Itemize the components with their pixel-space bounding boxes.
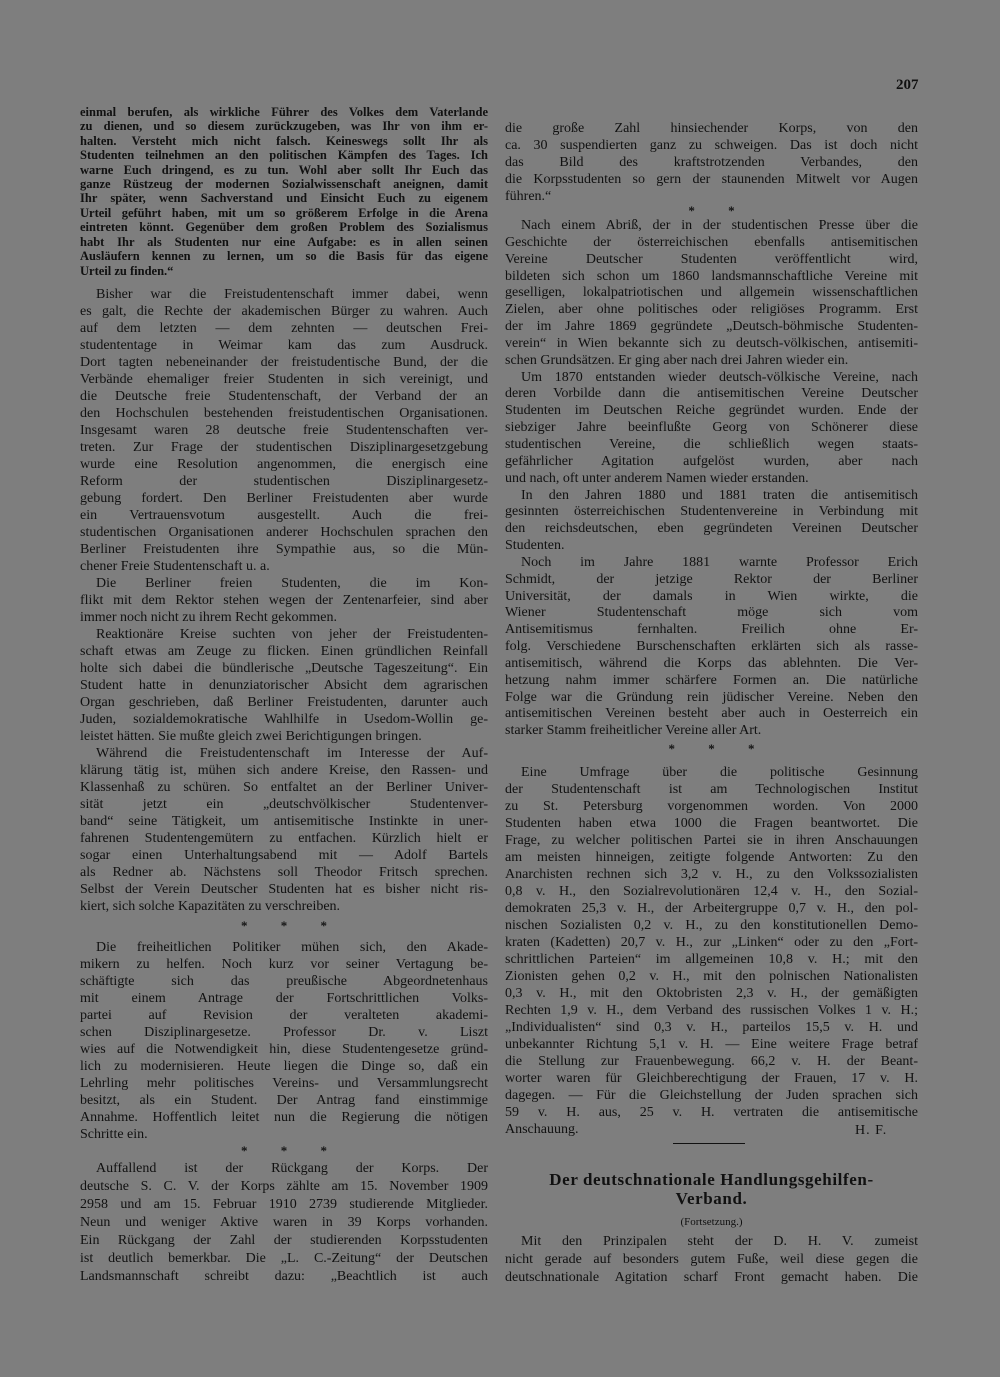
text-line: hetzung nahm immer schärfere Formen an. Die natürliche	[505, 672, 918, 688]
text-line: Reform der studentischen Disziplinargesetz-	[80, 473, 488, 489]
text-line: der Studentenschaft ist am Technologischen Institut	[505, 781, 918, 797]
text-line: am meisten hinneigen, zeitigte folgende Antworten: Zu den	[505, 849, 918, 865]
text-line: Noch im Jahre 1881 warnte Professor Erich	[521, 554, 918, 570]
text-line: studentischen Vereine, die schließlich wegen staats-	[505, 436, 918, 452]
text-line: dagegen. — Für die Gleichstellung der Juden sprachen sich	[505, 1088, 918, 1104]
text-line: Berliner Freistudenten ihre Sympathie aus, so die Mün-	[80, 541, 488, 557]
text-line: die Deutsche freie Studentenschaft, der Verband der an	[80, 388, 488, 404]
text-line: ein Vertrauensvotum ausgestellt. Auch die frei-	[80, 507, 488, 523]
text-line: Organ geschrieben, daß Berliner Freistudenten, darunter auch	[80, 694, 488, 710]
text-line: der im Jahre 1869 gegründete „Deutsch-böhmische Studenten-	[505, 319, 918, 335]
text-line: wies auf die Notwendigkeit hin, diese Studentengesetze gründ-	[80, 1041, 488, 1057]
text-line: flikt mit dem Rektor stehen wegen der Zentenarfeier, sind aber	[80, 592, 488, 608]
umfrage-section	[505, 764, 918, 1139]
text-line: gebung fordert. Den Berliner Freistudenten aber wurde	[80, 490, 488, 506]
text-line: gesinnten österreichischen Studentenvereine in Verbindung mit	[505, 504, 918, 520]
section-separator: * *	[688, 203, 735, 218]
text-line: verein“ in Wien bekannte sich zu deutsch-völkischen, antisemiti-	[505, 335, 918, 351]
text-line: schrittlichen Parteien“ im allgemeinen 10,8 v. H.; mit den	[505, 952, 918, 968]
paragraph	[505, 1233, 918, 1287]
text-line: immer noch nicht zu ihrem Recht gekommen.	[80, 609, 337, 625]
text-line: Während die Freistudentenschaft im Interesse der Auf-	[96, 745, 488, 761]
section-separator: * * *	[668, 741, 755, 756]
text-line: „Individualisten“ sind 0,3 v. H., parteilos 15,5 v. H. und	[505, 1020, 918, 1036]
article-heading-line-2: Verband.	[675, 1189, 748, 1208]
text-line: ca. 30 suspendierten ganz zu schweigen. Das ist doch nicht	[505, 137, 918, 153]
text-line: Studenten.	[505, 538, 565, 554]
paragraph	[505, 488, 918, 555]
text-line: deutsche S. C. V. der Korps zählte am 15. November 1909	[80, 1179, 488, 1194]
text-line: Die Berliner freien Studenten, die im Kon-	[96, 575, 488, 591]
text-line: Urteil geführt haben, mit um so größerem Erfolge in die Arena	[80, 205, 488, 220]
oesterreich-section	[505, 218, 918, 740]
text-line: leistet hätten. Sie mußte gleich zwei Berichtigungen bringen.	[80, 728, 422, 744]
text-line: worter waren für Gleichberechtigung der Frauen, 17 v. H.	[505, 1071, 918, 1087]
text-line: Insgesamt waren 28 deutsche freie Studentenschaften ver-	[80, 422, 488, 438]
text-line: Wiener Studentenschaft möge sich vom	[505, 605, 918, 621]
text-line: habt Ihr als Studenten nur eine Aufgabe: es in allen seinen	[80, 234, 488, 249]
text-line: unbekannter Richtung 5,1 v. H. — Eine weitere Frage betraf	[505, 1037, 918, 1053]
text-line: es galt, die Rechte der akademischen Bürger zu wahren. Auch	[80, 303, 488, 319]
text-line: Landsmannschaft schreibt dazu: „Beachtlich ist auch	[80, 1269, 488, 1284]
author-initials: H. F.	[855, 1122, 888, 1138]
text-line: Juden, sozialdemokratische Wahlhilfe in Usedom-Wollin ge-	[80, 711, 488, 727]
text-line: nischen Sozialisten 0,2 v. H., zu den konstitutionellen Demo-	[505, 917, 918, 933]
text-line: Neun und weniger Aktive waren in 39 Korps vorhanden.	[80, 1215, 488, 1230]
article-body	[505, 1233, 918, 1287]
text-line: mit einem Antrage der Fortschrittlichen Volks-	[80, 990, 488, 1006]
paragraph	[80, 626, 488, 745]
quote-continuation-block	[505, 120, 918, 205]
left-column	[80, 0, 488, 1377]
text-line: auf dem letzten — dem zehnten — deutschen Frei-	[80, 320, 488, 336]
text-line: Studenten im Deutschen Reiche gegründet wurden. Ende der	[505, 403, 918, 419]
text-line: zu dienen, und so diesem zurückzugeben, was Ihr von ihm er-	[80, 119, 488, 134]
text-line: ganze Rüstzeug der modernen Sozialwissenschaft aneignen, damit	[80, 176, 488, 191]
paragraph	[505, 218, 918, 370]
text-line: siebziger Jahre beeinflußte Georg von Schönerer diese	[505, 420, 918, 436]
text-line: 0,3 v. H., mit den Oktobristen 2,3 v. H., der gemäßigten	[505, 986, 918, 1002]
text-line: die Stellung zur Frauenbewegung. 66,2 v. H. der Beant-	[505, 1054, 918, 1070]
text-line: Studenten haben etwa 1000 die Fragen beantwortet. Die	[505, 815, 918, 831]
text-line: 59 v. H. aus, 25 v. H. vertraten die antisemitische	[505, 1105, 918, 1121]
text-line: treten. Zur Frage der studentischen Disziplinargesetzgebung	[80, 439, 488, 455]
text-line: nicht gerade auf besonders gutem Fuße, weil diese gegen die	[505, 1252, 918, 1267]
text-line: chener Freie Studentenschaft u. a.	[80, 558, 270, 574]
paragraph	[505, 555, 918, 740]
text-line: Studenten teilnehmen an den politischen Kämpfen des Tages. Ich	[80, 148, 488, 163]
text-line: Mit den Prinzipalen steht der D. H. V. zumeist	[521, 1234, 918, 1249]
right-column	[505, 0, 918, 1377]
text-line: Dort tagten nebeneinander der freistudentische Bund, der die	[80, 354, 488, 370]
text-line: zu St. Petersburg vorgenommen worden. Von 2000	[505, 798, 918, 814]
text-line: deutschnationale Agitation scharf Front gemacht haben. Die	[505, 1270, 918, 1285]
text-line: die große Zahl hinsiechender Korps, von den	[505, 120, 918, 136]
text-line: schaft etwas am Zeuge zu flicken. Einen gründlichen Reinfall	[80, 643, 488, 659]
paragraph	[505, 764, 918, 1139]
text-line: warne Euch dringend, es zu tun. Wohl aber sollt Ihr Euch das	[80, 162, 488, 177]
section-separator: * * *	[241, 918, 327, 933]
text-line: kraten (Kadetten) 20,7 v. H., zur „Linken“ oder zu den „Fort-	[505, 934, 918, 950]
text-line: Annahme. Hoffentlich leitet nun die Regierung die nötigen	[80, 1109, 488, 1125]
text-line: Nach einem Abriß, der in der studentischen Presse über die	[521, 218, 918, 233]
text-line: Schritte ein.	[80, 1126, 148, 1142]
text-line: Ihr später, wenn Sachverstand und Einsicht Euch zu eigenem	[80, 191, 488, 206]
text-line: studententage in Weimar kam das zum Ausdruck.	[80, 337, 488, 353]
text-line: Die freiheitlichen Politiker mühen sich, den Akade-	[96, 939, 488, 955]
text-line: Ausläufern kennen zu lernen, um so die Basis für das eigene	[80, 249, 488, 264]
text-line: Zielen, aber ohne politisches oder religiöses Programm. Erst	[505, 302, 918, 318]
text-line: ist deutlich bemerkbar. Die „L. C.-Zeitung“ der Deutschen	[80, 1251, 488, 1266]
text-line: Frage, zu welcher politischen Partei sie in ihren Anschauungen	[505, 832, 918, 848]
text-line: antisemitisch, während die Korps das ablehnten. Die Ver-	[505, 655, 918, 671]
paragraph	[80, 105, 488, 278]
text-line: bildeten sich schon um 1860 landsmannschaftliche Vereine mit	[505, 268, 918, 284]
text-line: Student hatte in denunziatorischer Absicht dem agrarischen	[80, 677, 488, 693]
text-line: Selbst der Verein Deutscher Studenten hat es bisher nicht ris-	[80, 881, 488, 897]
text-line: Auffallend ist der Rückgang der Korps. Der	[96, 1161, 488, 1176]
freistudenten-section	[80, 286, 488, 915]
text-line: Anschauung.	[505, 1122, 579, 1138]
paragraph	[80, 286, 488, 575]
text-line: studentischen Organisationen anderer Hochschulen sprachen den	[80, 524, 488, 540]
text-line: das Bild des kraftstrotzenden Verbandes, den	[505, 154, 918, 170]
text-line: In den Jahren 1880 und 1881 traten die antisemitisch	[521, 487, 918, 503]
article-heading-line-1: Der deutschnationale Handlungsgehilfen-	[549, 1170, 874, 1189]
text-line: sogar einen Unterhaltungsabend mit — Adolf Bartels	[80, 847, 488, 863]
text-line: Vereine Deutscher Studenten veröffentlicht wird,	[505, 251, 918, 267]
text-line: schen Grundsätzen. Er ging aber nach drei Jahren wieder ein.	[505, 352, 849, 368]
text-line: holte sich dabei die bündlerische „Deutsche Tageszeitung“. Ein	[80, 660, 488, 676]
text-line: Urteil zu finden.“	[80, 263, 174, 278]
text-line: kiert, sich solche Kapazitäten zu verschreiben.	[80, 898, 341, 914]
page-number: 207	[896, 77, 919, 93]
korps-section	[80, 1160, 488, 1286]
text-line: Geschichte der österreichischen ebenfalls antisemitischen	[505, 234, 918, 250]
section-separator: * * *	[241, 1142, 327, 1158]
text-line: mikern zu helfen. Noch kurz vor seiner Vertagung be-	[80, 956, 488, 972]
text-line: schen Disziplinargesetze. Professor Dr. v. Liszt	[80, 1024, 488, 1040]
text-line: Reaktionäre Kreise suchten von jeher der Freistudenten-	[96, 626, 488, 642]
paragraph	[80, 939, 488, 1143]
text-line: Antisemitismus fernhalten. Freilich ohne Er-	[505, 622, 918, 638]
text-line: Lehrling mehr politisches Vereins- und Versammlungsrecht	[80, 1075, 488, 1091]
text-line: und nach, oft unter anderem Namen wieder erstanden.	[505, 470, 809, 486]
text-line: Eine Umfrage über die politische Gesinnung	[521, 764, 918, 780]
text-line: lich zu modernisieren. Heute liegen die Dinge so, daß ein	[80, 1058, 488, 1074]
text-line: den reichsdeutschen, eben gegründeten Vereinen Deutscher	[505, 521, 918, 537]
text-line: Ein Rückgang der Zahl der studierenden Korpsstudenten	[80, 1233, 488, 1248]
text-line: demokraten 25,3 v. H., der Arbeitergruppe 0,7 v. H., den pol-	[505, 900, 918, 916]
text-line: Universität, der damals in Wien wirkte, die	[505, 588, 918, 604]
text-line: geselligen, lokalpatriotischen und allgemein wissenschaftlichen	[505, 285, 918, 301]
text-line: einmal berufen, als wirkliche Führer des Volkes dem Vaterlande	[80, 104, 488, 119]
text-line: die Korpsstudenten so gern der staunenden Mitwelt vor Augen	[505, 171, 918, 187]
text-line: Folge war die Gründung rein jüdischer Vereine. Neben den	[505, 689, 918, 705]
text-line: schäftigte sich das preußische Abgeordnetenhaus	[80, 973, 488, 989]
text-line: 0,8 v. H., den Sozialrevolutionären 12,4 v. H., den Sozial-	[505, 883, 918, 899]
text-line: als Redner ab. Nächstens soll Theodor Fritsch sprechen.	[80, 864, 488, 880]
text-line: Anarchisten rechnen sich 3,2 v. H., zu den Volkssozialisten	[505, 866, 918, 882]
text-line: folg. Verschiedene Burschenschaften erklärten sich als rasse-	[505, 639, 918, 655]
text-line: gefährlicher Agitation aufgelöst wurden, aber nach	[505, 453, 918, 469]
text-line: partei auf Revision der veralteten akademi-	[80, 1007, 488, 1023]
text-line: Zionisten gehen 0,2 v. H., mit den polnischen Nationalisten	[505, 969, 918, 985]
text-line: Rechten 1,9 v. H., dem Verband des russischen Volkes 1 v. H.;	[505, 1003, 918, 1019]
article-divider	[673, 1143, 745, 1144]
text-line: deren Vorbilde dann die antisemitischen Vereine Deutscher	[505, 386, 918, 402]
text-line: starker Stamm freiheitlicher Vereine aller Art.	[505, 723, 762, 739]
text-line: Schmidt, der jetzige Rektor der Berliner	[505, 571, 918, 587]
paragraph	[505, 120, 918, 205]
text-line: den Hochschulen bestehenden freistudentischen Organisationen.	[80, 405, 488, 421]
paragraph	[80, 745, 488, 915]
text-line: halten. Versteht mich nicht falsch. Keineswegs sollt Ihr als	[80, 133, 488, 148]
paragraph	[80, 575, 488, 626]
text-line: fahrenen Studentengemütern zu entfachen. Kürzlich hielt er	[80, 830, 488, 846]
text-line: 2958 und am 15. Februar 1910 2739 studierende Mitglieder.	[80, 1197, 488, 1212]
quote-end-block	[80, 105, 488, 278]
text-line: klärung tätig ist, mühen sich andere Kreise, den Rassen- und	[80, 762, 488, 778]
paragraph	[505, 370, 918, 488]
text-line: band“ seine Tätigkeit, um antisemitische Instinkte in uner-	[80, 813, 488, 829]
paragraph	[80, 1160, 488, 1286]
text-line: Um 1870 entstanden wieder deutsch-völkische Vereine, nach	[521, 369, 918, 385]
text-line: eintreten könnt. Gegenüber dem großen Problem des Sozialismus	[80, 220, 488, 235]
text-line: Bisher war die Freistudentenschaft immer dabei, wenn	[96, 286, 488, 302]
text-line: Verbände ehemaliger freier Studenten in sich vereinigt, und	[80, 371, 488, 387]
text-line: führen.“	[505, 188, 552, 204]
text-line: besitzt, als ein Student. Der Antrag fand einstimmige	[80, 1092, 488, 1108]
text-line: wurde eine Resolution angenommen, die energisch eine	[80, 456, 488, 472]
text-line: sität jetzt ein „deutschvölkischer Studentenver-	[80, 796, 488, 812]
text-line: Klassenhaß zu schüren. So entfaltet an der Berliner Univer-	[80, 779, 488, 795]
text-line: antisemitischen Vereinen besteht aber auch in Oesterreich ein	[505, 706, 918, 722]
article-subheading: (Fortsetzung.)	[680, 1216, 743, 1228]
politiker-section	[80, 939, 488, 1143]
